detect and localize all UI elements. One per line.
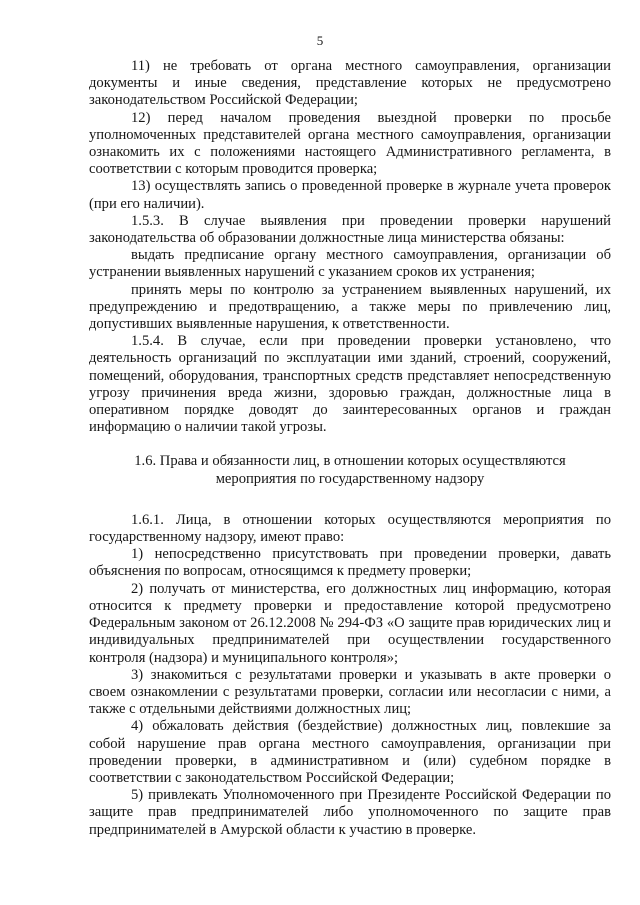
paragraph-right-1: 1) непосредственно присутствовать при проведении проверки, давать объяснения по вопросам, относящимся к предмету проверки; xyxy=(89,546,611,580)
document-body xyxy=(89,58,611,839)
paragraph-take-measures: принять меры по контролю за устранением выявленных нарушений, их предупреждению и предотвращению, а также меры по привлечению лиц, допустивших выявленные нарушения, к ответственности. xyxy=(89,281,611,333)
paragraph-1-5-4: 1.5.4. В случае, если при проведении проверки установлено, что деятельность организаций по эксплуатации ими зданий, строений, сооружений, помещений, оборудования, транспортных средств представляет непосредственную угрозу причинения вреда жизни, здоровью граждан, должностные лица в оперативном порядке доводят до заинтересованных органов и граждан информацию о наличии такой угрозы. xyxy=(89,333,611,436)
paragraph-issue-order: выдать предписание органу местного самоуправления, организации об устранении выявленных нарушений с указанием сроков их устранения; xyxy=(89,247,611,281)
section-heading: 1.6. Права и обязанности лиц, в отношении которых осуществляются мероприятия по государственному надзору xyxy=(134,453,566,487)
paragraph-1-6-1: 1.6.1. Лица, в отношении которых осуществляются мероприятия по государственному надзору, имеют право: xyxy=(89,511,611,546)
paragraph-1-5-3: 1.5.3. В случае выявления при проведении проверки нарушений законодательства об образовании должностные лица министерства обязаны: xyxy=(89,212,611,247)
paragraph-right-2: 2) получать от министерства, его должностных лиц информацию, которая относится к предмету проверки и предоставление которой предусмотрено Федеральным законом от 26.12.2008 № 294-ФЗ «О защите прав юридических лиц и индивидуальных предпринимателей при осуществлении государственного контроля (надзора) и муниципального контроля»; xyxy=(89,580,611,666)
paragraph-right-4: 4) обжаловать действия (бездействие) должностных лиц, повлекшие за собой нарушение прав органа местного самоуправления, организации при проведении проверки, в административном и (или) судебном порядке в соответствии с законодательством Российской Федерации; xyxy=(89,718,611,786)
paragraph-right-5: 5) привлекать Уполномоченного при Президенте Российской Федерации по защите прав предпринимателей либо уполномоченного по защите прав предпринимателей в Амурской области к участию в проверке. xyxy=(89,787,611,838)
page-number: 5 xyxy=(316,33,324,48)
paragraph-item-11: 11) не требовать от органа местного самоуправления, организации документы и иные сведения, представление которых не предусмотрено законодательством Российской Федерации; xyxy=(89,58,611,109)
paragraph-item-13: 13) осуществлять запись о проведенной проверке в журнале учета проверок (при его наличии). xyxy=(89,178,611,212)
paragraph-right-3: 3) знакомиться с результатами проверки и указывать в акте проверки о своем ознакомлении с результатами проверки, согласии или несогласии с ними, а также с отдельными действиями должностных лиц; xyxy=(89,666,611,718)
paragraph-item-12: 12) перед началом проведения выездной проверки по просьбе уполномоченных представителей органа местного самоуправления, организации ознакомить их с положениями настоящего Административного регламента, в соответствии с которым проводится проверка; xyxy=(89,109,611,178)
